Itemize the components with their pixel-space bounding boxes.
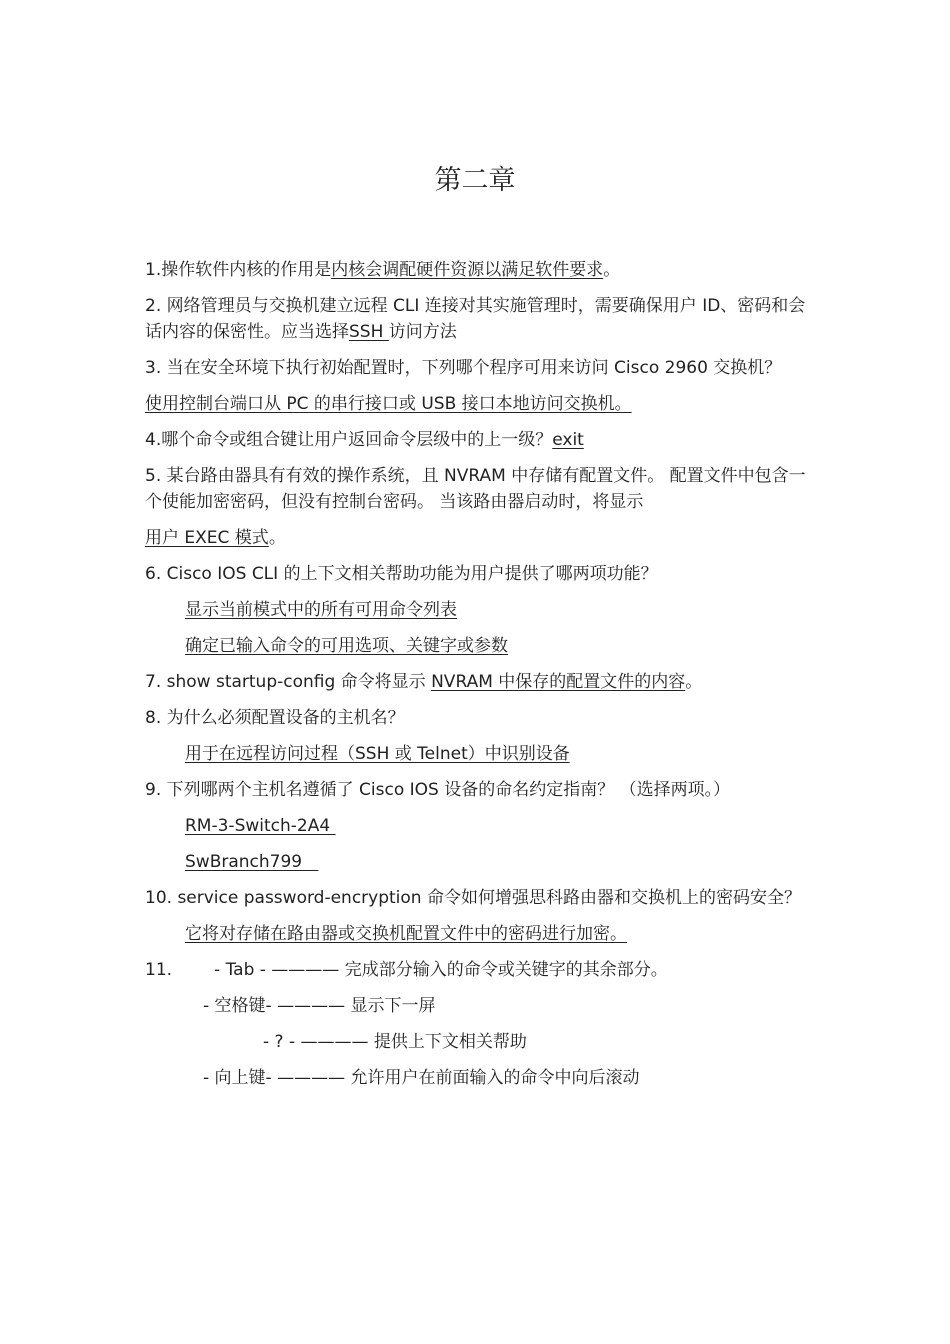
question-10: 10. service password-encryption 命令如何增强思科路由器和交换机上的密码安全？ xyxy=(145,888,801,908)
answer-5: 用户 EXEC 模式 xyxy=(145,528,269,548)
answer-6b-line xyxy=(145,633,807,659)
question-7 xyxy=(145,669,807,695)
question-11-row-question xyxy=(145,1029,807,1055)
answer-9a: RM-3-Switch-2A4 xyxy=(185,816,336,836)
question-4 xyxy=(145,427,807,453)
answer-2: SSH xyxy=(349,322,389,342)
answer-6b: 确定已输入命令的可用选项、关键字或参数 xyxy=(185,636,508,656)
answer-1: 内核会调配硬件资源以满足软件要求 xyxy=(331,260,604,280)
question-3: 3. 当在安全环境下执行初始配置时，下列哪个程序可用来访问 Cisco 2960 交换机？ xyxy=(145,358,782,378)
key-tab-help: - Tab - ———— 完成部分输入的命令或关键字的其余部分。 xyxy=(214,960,668,980)
answer-9b-line xyxy=(145,849,807,875)
answer-6a-line xyxy=(145,597,807,623)
answer-3: 使用控制台端口从 PC 的串行接口或 USB 接口本地访问交换机。 xyxy=(145,394,632,414)
answer-9a-line xyxy=(145,813,807,839)
document-body xyxy=(145,257,807,1101)
question-1 xyxy=(145,257,807,283)
key-question-help: - ? - ———— 提供上下文相关帮助 xyxy=(263,1032,527,1052)
question-2 xyxy=(145,293,807,345)
question-7-end: 。 xyxy=(685,672,703,692)
page-title: 第二章 xyxy=(434,165,516,196)
question-2-end: 访问方法 xyxy=(388,322,457,342)
question-11-row-up xyxy=(145,1065,807,1091)
question-5: 5. 某台路由器具有有效的操作系统，且 NVRAM 中存储有配置文件。 配置文件中包含一个使能加密密码，但没有控制台密码。 当该路由器启动时，将显示 xyxy=(145,466,806,512)
answer-7: NVRAM 中保存的配置文件的内容 xyxy=(431,672,686,692)
answer-5-line xyxy=(145,525,807,551)
answer-10: 它将对存储在路由器或交换机配置文件中的密码进行加密。 xyxy=(185,924,627,944)
question-1-text: 1.操作软件内核的作用是 xyxy=(145,260,332,280)
question-1-end: 。 xyxy=(603,260,621,280)
key-up-help: - 向上键- ———— 允许用户在前面输入的命令中向后滚动 xyxy=(203,1068,640,1088)
question-4-text: 4.哪个命令或组合键让用户返回命令层级中的上一级？ xyxy=(145,430,553,450)
key-space-help: - 空格键- ———— 显示下一屏 xyxy=(203,996,436,1016)
question-11-row-space xyxy=(145,993,807,1019)
answer-6a: 显示当前模式中的所有可用命令列表 xyxy=(185,600,457,620)
question-11-number: 11. xyxy=(145,960,173,980)
answer-8: 用于在远程访问过程（SSH 或 Telnet）中识别设备 xyxy=(185,744,570,764)
answer-9b: SwBranch799 xyxy=(185,852,319,872)
answer-10-line xyxy=(145,921,807,947)
answer-3-line xyxy=(145,391,807,417)
question-7-text: 7. show startup-config 命令将显示 xyxy=(145,672,432,692)
question-9: 9. 下列哪两个主机名遵循了 Cisco IOS 设备的命名约定指南？ （选择两项。） xyxy=(145,780,731,800)
question-8: 8. 为什么必须配置设备的主机名？ xyxy=(145,708,405,728)
answer-4: exit xyxy=(552,430,584,450)
answer-8-line xyxy=(145,741,807,767)
question-6: 6. Cisco IOS CLI 的上下文相关帮助功能为用户提供了哪两项功能？ xyxy=(145,564,658,584)
question-2-text: 2. 网络管理员与交换机建立远程 CLI 连接对其实施管理时，需要确保用户 ID、密码和会话内容的保密性。应当选择 xyxy=(145,296,806,342)
question-11-row-tab xyxy=(145,957,807,983)
answer-5-end: 。 xyxy=(268,528,286,548)
